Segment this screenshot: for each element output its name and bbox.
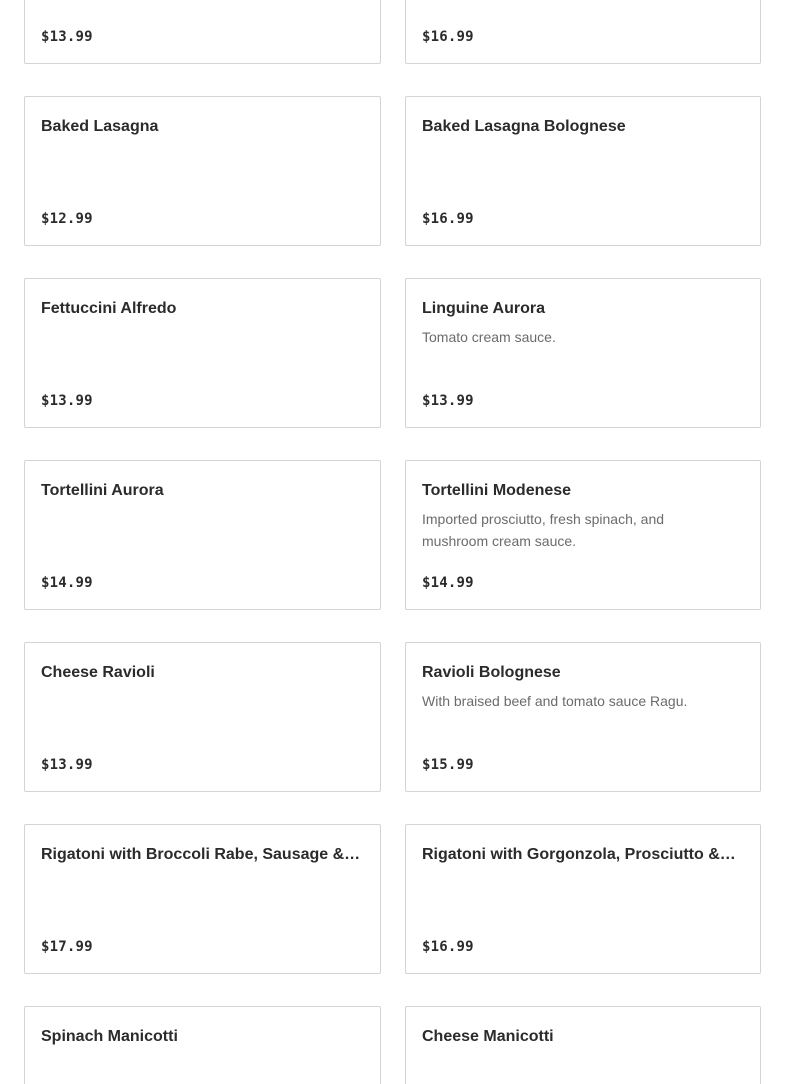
menu-item-price: $13.99 xyxy=(41,757,93,773)
menu-item-price: $15.99 xyxy=(422,757,474,773)
menu-item-price: $16.99 xyxy=(422,29,474,45)
menu-item-name: Fettuccini Alfredo xyxy=(41,300,177,317)
menu-item-price: $14.99 xyxy=(41,575,93,591)
menu-item-price: $13.99 xyxy=(41,393,93,409)
menu-item-description: Tomato cream sauce. xyxy=(422,329,556,345)
menu-item-card[interactable] xyxy=(405,824,761,974)
menu-item-name: Cheese Manicotti xyxy=(422,1028,554,1045)
menu-item-card[interactable] xyxy=(405,0,761,64)
menu-item-card[interactable] xyxy=(24,278,381,428)
menu-item-name: Tortellini Modenese xyxy=(422,482,572,499)
menu-item-price: $16.99 xyxy=(422,939,474,955)
menu-item-description: Imported prosciutto, fresh spinach, and mushroom cream sauce. xyxy=(422,511,665,549)
menu-item-card[interactable] xyxy=(405,96,761,246)
menu-item-description: With braised beef and tomato sauce Ragu. xyxy=(422,693,688,709)
menu-item-price: $12.99 xyxy=(41,211,93,227)
menu-item-card[interactable] xyxy=(24,1006,381,1084)
menu-item-card[interactable] xyxy=(24,96,381,246)
menu-item-card[interactable] xyxy=(405,460,761,610)
menu-item-price: $16.99 xyxy=(422,211,474,227)
menu-item-price: $14.99 xyxy=(422,575,474,591)
menu-item-price: $13.99 xyxy=(422,393,474,409)
menu-item-card[interactable] xyxy=(405,642,761,792)
menu-grid xyxy=(24,0,761,1084)
menu-item-name: Baked Lasagna xyxy=(41,118,159,135)
menu-item-name: Ravioli Bolognese xyxy=(422,664,561,681)
menu-item-card[interactable] xyxy=(405,278,761,428)
menu-item-price: $17.99 xyxy=(41,939,93,955)
menu-item-card[interactable] xyxy=(24,0,381,64)
menu-item-name: Spinach Manicotti xyxy=(41,1028,178,1045)
menu-item-card[interactable] xyxy=(24,460,381,610)
menu-item-name: Baked Lasagna Bolognese xyxy=(422,118,626,135)
menu-item-price: $13.99 xyxy=(41,29,93,45)
menu-item-description xyxy=(422,0,702,2)
menu-item-name: Tortellini Aurora xyxy=(41,482,164,499)
menu-item-card[interactable] xyxy=(24,642,381,792)
menu-item-card[interactable] xyxy=(405,1006,761,1084)
menu-item-name: Rigatoni with Gorgonzola, Prosciutto &… xyxy=(422,846,736,863)
menu-item-name: Linguine Aurora xyxy=(422,300,545,317)
menu-item-card[interactable] xyxy=(24,824,381,974)
menu-item-name: Rigatoni with Broccoli Rabe, Sausage &… xyxy=(41,846,361,863)
menu-item-name: Cheese Ravioli xyxy=(41,664,155,681)
